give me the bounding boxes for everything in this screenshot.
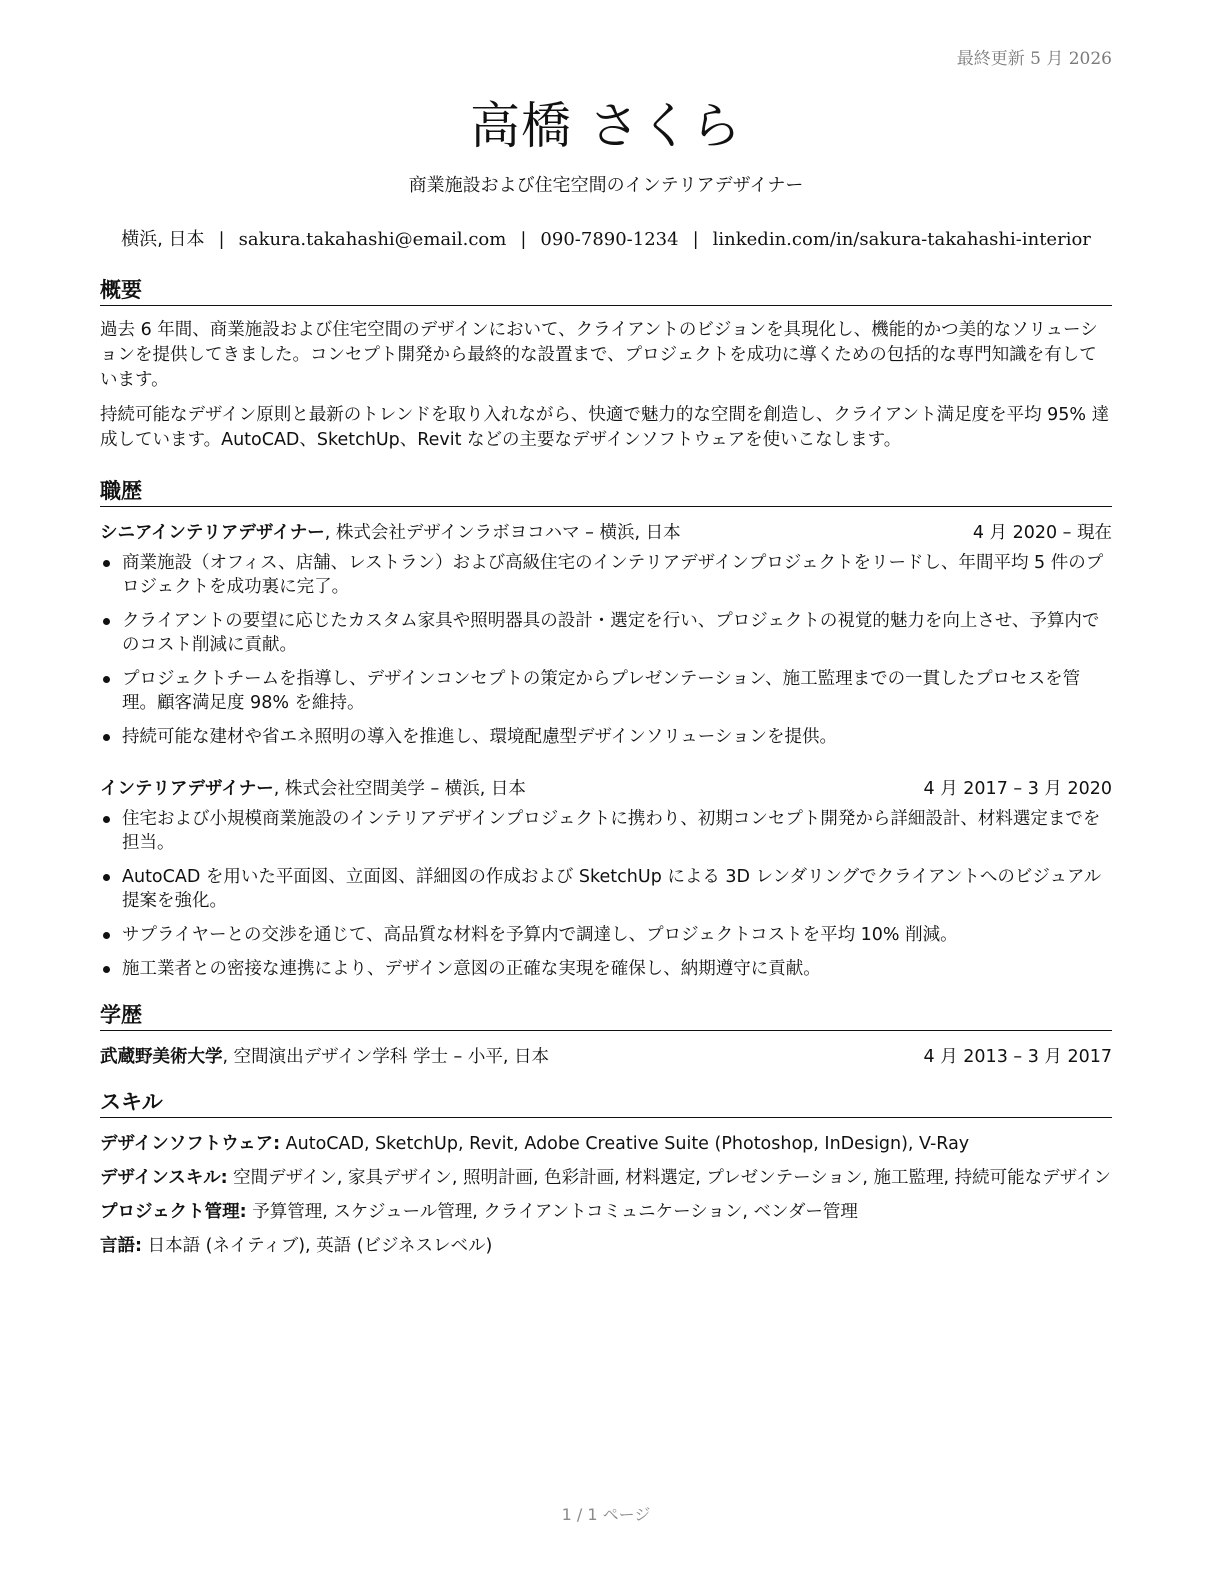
contact-separator: |	[692, 229, 699, 250]
bullet-text: プロジェクトチームを指導し、デザインコンセプトの策定からプレゼンテーション、施工監理までの一貫したプロセスを管理。顧客満足度 98% を維持。	[122, 669, 1081, 713]
education-section	[100, 1002, 1112, 1069]
skill-key: デザインソフトウェア:	[100, 1134, 281, 1154]
summary-section	[100, 277, 1112, 453]
skill-key: 言語:	[100, 1236, 142, 1256]
job-title: インテリアデザイナー	[100, 779, 274, 799]
section-heading: 概要	[100, 277, 1112, 306]
skill-line	[100, 1234, 1112, 1258]
skill-value: 日本語 (ネイティブ), 英語 (ビジネスレベル)	[142, 1236, 493, 1256]
list-item	[100, 667, 1112, 715]
school-name: 武蔵野美術大学	[100, 1047, 223, 1067]
bullet-text: 住宅および小規模商業施設のインテリアデザインプロジェクトに携わり、初期コンセプト開発から詳細設計、材料選定までを担当。	[122, 809, 1101, 853]
job-org: , 株式会社空間美学 – 横浜, 日本	[273, 779, 526, 799]
job-org: , 株式会社デザインラボヨコハマ – 横浜, 日本	[324, 523, 681, 543]
bullet-icon	[103, 560, 110, 567]
job-header	[100, 777, 1112, 801]
contact-phone[interactable]: 090-7890-1234	[540, 229, 679, 250]
last-updated: 最終更新 5 月 2026	[956, 49, 1112, 69]
job-title: シニアインテリアデザイナー	[100, 523, 325, 543]
bullet-icon	[103, 734, 110, 741]
list-item	[100, 551, 1112, 599]
education-entry	[100, 1045, 1112, 1069]
contact-location: 横浜, 日本	[121, 229, 205, 250]
contact-separator: |	[520, 229, 527, 250]
contact-separator: |	[218, 229, 225, 250]
job-bullets	[100, 551, 1112, 749]
resume-page	[100, 0, 1112, 1584]
skill-value: AutoCAD, SketchUp, Revit, Adobe Creative Suite (Photoshop, InDesign), V-Ray	[280, 1134, 970, 1154]
bullet-text: クライアントの要望に応じたカスタム家具や照明器具の設計・選定を行い、プロジェクトの視覚的魅力を向上させ、予算内でのコスト削減に貢献。	[122, 611, 1100, 655]
education-dates: 4 月 2013 – 3 月 2017	[923, 1047, 1112, 1067]
bullet-icon	[103, 676, 110, 683]
page-number: 1 / 1 ページ	[561, 1505, 651, 1524]
section-heading: スキル	[100, 1089, 1112, 1118]
experience-section	[100, 478, 1112, 981]
person-name: 高橋 さくら	[470, 97, 742, 155]
list-item	[100, 609, 1112, 657]
job-dates: 4 月 2017 – 3 月 2020	[923, 779, 1112, 799]
bullet-icon	[103, 816, 110, 823]
contact-email[interactable]: sakura.takahashi@email.com	[238, 229, 507, 250]
contact-line	[100, 225, 1112, 251]
skill-key: デザインスキル:	[100, 1168, 228, 1188]
section-heading: 学歴	[100, 1002, 1112, 1031]
tagline: 商業施設および住宅空間のインテリアデザイナー	[408, 175, 804, 196]
bullet-text: サプライヤーとの交渉を通じて、高品質な材料を予算内で調達し、プロジェクトコストを平均 10% 削減。	[122, 925, 958, 945]
job-header	[100, 521, 1112, 545]
job-bullets	[100, 807, 1112, 981]
skill-line	[100, 1200, 1112, 1224]
list-item	[100, 725, 1112, 749]
summary-paragraph: 持続可能なデザイン原則と最新のトレンドを取り入れながら、快適で魅力的な空間を創造し、クライアント満足度を平均 95% 達成しています。AutoCAD、SketchUp、Revit などの主要なデザインソフトウェアを使いこなします。	[100, 405, 1110, 450]
bullet-text: 商業施設（オフィス、店舗、レストラン）および高級住宅のインテリアデザインプロジェクトをリードし、年間平均 5 件のプロジェクトを成功裏に完了。	[122, 553, 1104, 597]
bullet-icon	[103, 618, 110, 625]
skill-value: 空間デザイン, 家具デザイン, 照明計画, 色彩計画, 材料選定, プレゼンテーション, 施工監理, 持続可能なデザイン	[227, 1168, 1111, 1188]
list-item	[100, 923, 1112, 947]
bullet-icon	[103, 874, 110, 881]
list-item	[100, 865, 1112, 913]
bullet-icon	[103, 966, 110, 973]
job-entry	[100, 521, 1112, 749]
job-entry	[100, 777, 1112, 981]
section-heading: 職歴	[100, 478, 1112, 507]
job-dates: 4 月 2020 – 現在	[972, 523, 1112, 543]
skill-line	[100, 1132, 1112, 1156]
skills-section	[100, 1089, 1112, 1258]
skill-value: 予算管理, スケジュール管理, クライアントコミュニケーション, ベンダー管理	[246, 1202, 858, 1222]
list-item	[100, 957, 1112, 981]
list-item	[100, 807, 1112, 855]
skill-key: プロジェクト管理:	[100, 1202, 247, 1222]
contact-linkedin[interactable]: linkedin.com/in/sakura-takahashi-interior	[712, 229, 1091, 250]
bullet-text: AutoCAD を用いた平面図、立面図、詳細図の作成および SketchUp による 3D レンダリングでクライアントへのビジュアル提案を強化。	[122, 867, 1102, 911]
bullet-text: 施工業者との密接な連携により、デザイン意図の正確な実現を確保し、納期遵守に貢献。	[122, 959, 821, 979]
bullet-icon	[103, 932, 110, 939]
summary-paragraph: 過去 6 年間、商業施設および住宅空間のデザインにおいて、クライアントのビジョンを具現化し、機能的かつ美的なソリューションを提供してきました。コンセプト開発から最終的な設置まで、プロジェクトを成功に導くための包括的な専門知識を有しています。	[100, 320, 1098, 390]
school-detail: , 空間演出デザイン学科 学士 – 小平, 日本	[222, 1047, 549, 1067]
skill-line	[100, 1166, 1112, 1190]
bullet-text: 持続可能な建材や省エネ照明の導入を推進し、環境配慮型デザインソリューションを提供。	[122, 727, 838, 747]
